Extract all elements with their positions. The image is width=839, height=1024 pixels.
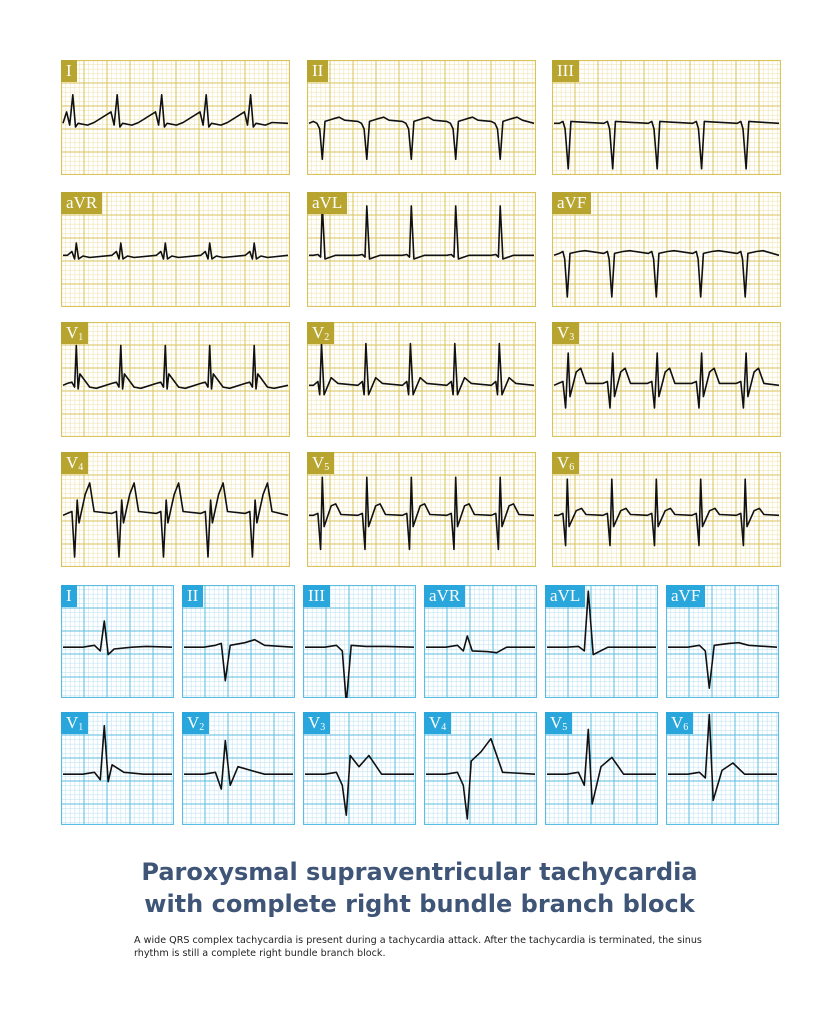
ecg-grid-ii: [307, 60, 536, 175]
lead-label-v2: $V_2$: [307, 322, 334, 344]
ecg-grid-i: [61, 60, 290, 175]
ecg-panel-tachy-v4: [61, 452, 290, 567]
lead-label-avr: aVR: [424, 585, 465, 607]
lead-label-v6: $V_6$: [552, 452, 579, 474]
ecg-panel-tachy-avr: [61, 192, 290, 307]
lead-label-iii: III: [303, 585, 330, 607]
ecg-panel-tachy-iii: [552, 60, 781, 175]
ecg-panel-tachy-i: [61, 60, 290, 175]
ecg-panel-sinus-avl: [545, 585, 658, 698]
ecg-panel-tachy-ii: [307, 60, 536, 175]
ecg-panel-tachy-v6: [552, 452, 781, 567]
lead-label-v4: $V_4$: [61, 452, 88, 474]
lead-label-avf: aVF: [552, 192, 591, 214]
ecg-grid-iii: [552, 60, 781, 175]
lead-label-iii: III: [552, 60, 579, 82]
ecg-panel-sinus-v1: [61, 712, 174, 825]
lead-label-avf: aVF: [666, 585, 705, 607]
ecg-panel-sinus-ii: [182, 585, 295, 698]
ecg-grid-i: [61, 585, 174, 698]
lead-label-v3: $V_3$: [552, 322, 579, 344]
lead-label-v4: $V_4$: [424, 712, 451, 734]
figure-description: A wide QRS complex tachycardia is present during a tachycardia attack. After the tachycardia is terminated, the sinus rhythm is still a complete right bundle branch block.: [134, 935, 702, 959]
ecg-grid-v3: [552, 322, 781, 437]
ecg-panel-tachy-v2: [307, 322, 536, 437]
ecg-panel-sinus-i: [61, 585, 174, 698]
ecg-panel-sinus-v4: [424, 712, 537, 825]
ecg-panel-tachy-avl: [307, 192, 536, 307]
ecg-grid-v4: [61, 452, 290, 567]
title-line-1: Paroxysmal supraventricular tachycardia: [141, 858, 698, 886]
lead-label-i: I: [61, 585, 77, 607]
lead-label-v1: $V_1$: [61, 712, 88, 734]
ecg-panel-tachy-v5: [307, 452, 536, 567]
ecg-panel-tachy-v1: [61, 322, 290, 437]
lead-label-avr: aVR: [61, 192, 102, 214]
lead-label-ii: II: [307, 60, 328, 82]
ecg-panel-sinus-v3: [303, 712, 416, 825]
ecg-panel-tachy-v3: [552, 322, 781, 437]
lead-label-v3: $V_3$: [303, 712, 330, 734]
lead-label-v5: $V_5$: [545, 712, 572, 734]
ecg-panel-tachy-avf: [552, 192, 781, 307]
lead-label-v2: $V_2$: [182, 712, 209, 734]
ecg-grid-v1: [61, 322, 290, 437]
lead-label-avl: aVL: [307, 192, 347, 214]
lead-label-v1: $V_1$: [61, 322, 88, 344]
ecg-grid-v6: [552, 452, 781, 567]
ecg-panel-sinus-avr: [424, 585, 537, 698]
ecg-panel-sinus-v6: [666, 712, 779, 825]
lead-label-avl: aVL: [545, 585, 585, 607]
ecg-panel-sinus-v2: [182, 712, 295, 825]
ecg-panel-sinus-v5: [545, 712, 658, 825]
lead-label-ii: II: [182, 585, 203, 607]
lead-label-i: I: [61, 60, 77, 82]
lead-label-v5: $V_5$: [307, 452, 334, 474]
ecg-panel-sinus-avf: [666, 585, 779, 698]
lead-label-v6: $V_6$: [666, 712, 693, 734]
figure-title: [0, 856, 839, 920]
ecg-panel-sinus-iii: [303, 585, 416, 698]
ecg-grid-v2: [307, 322, 536, 437]
title-line-2: with complete right bundle branch block: [144, 890, 695, 918]
ecg-grid-v5: [307, 452, 536, 567]
